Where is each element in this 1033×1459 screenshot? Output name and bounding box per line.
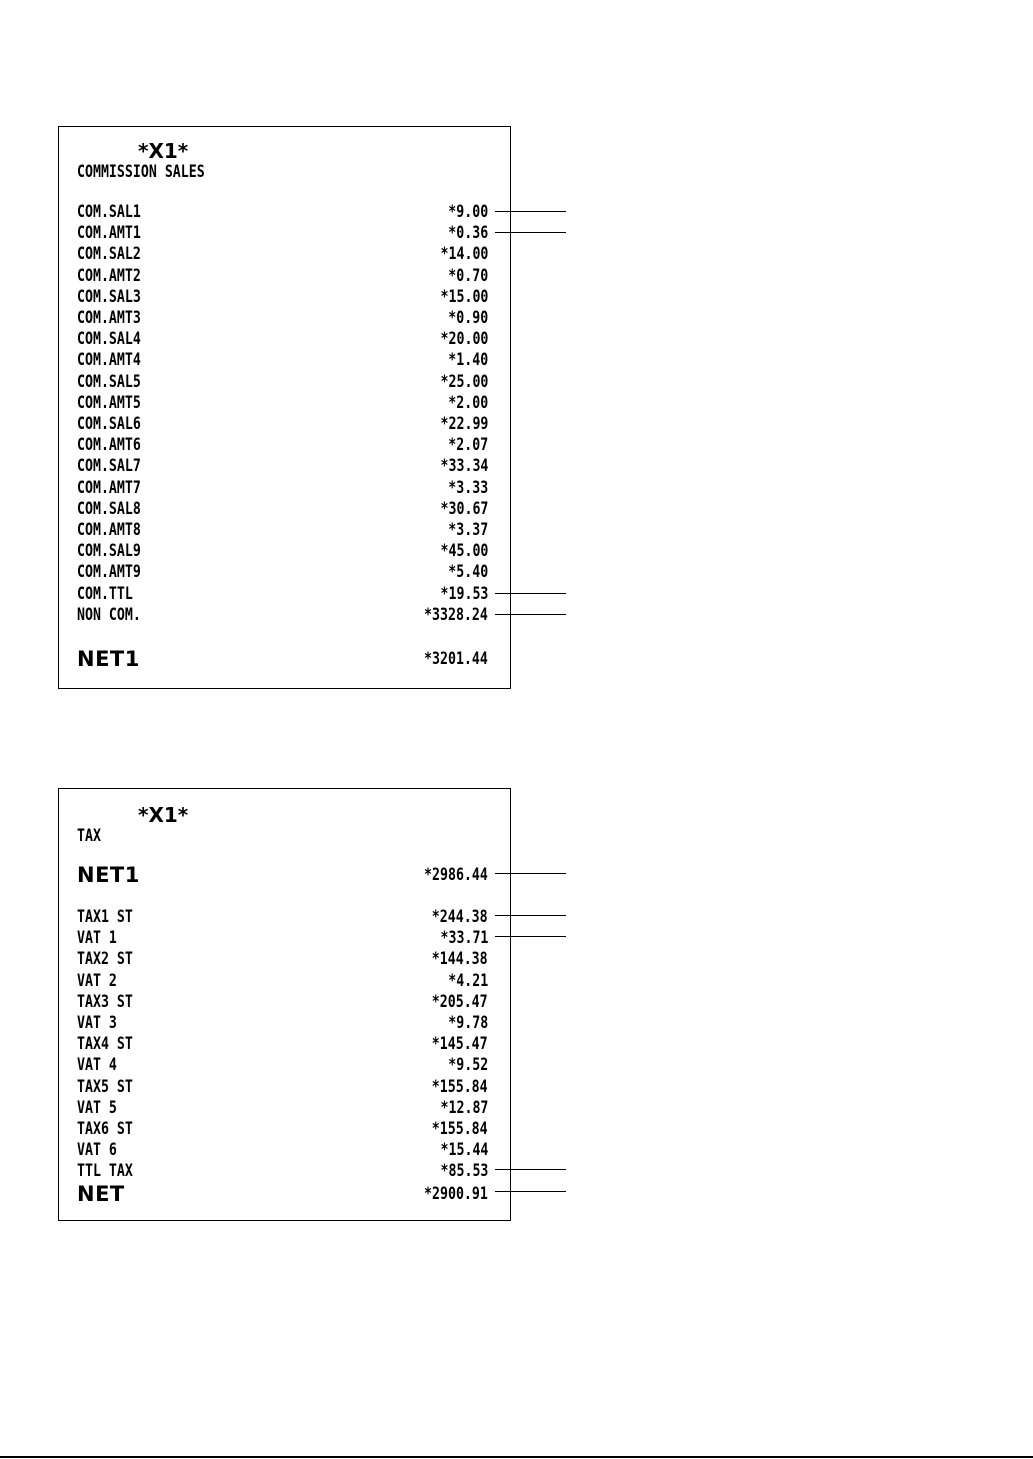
receipt-line <box>77 520 488 541</box>
callout-line-com-ttl <box>495 593 566 594</box>
receipt-line <box>77 287 488 308</box>
line-value: *22.99 <box>440 414 488 434</box>
line-value: *155.84 <box>432 1119 488 1139</box>
line-label: VAT 2 <box>77 970 117 991</box>
line-label: TAX5 ST <box>77 1076 133 1097</box>
line-value: *9.52 <box>448 1055 488 1076</box>
receipt-line <box>77 350 488 371</box>
line-label: TAX2 ST <box>77 949 133 970</box>
line-value: *145.47 <box>432 1034 488 1055</box>
line-value: *19.53 <box>440 583 488 604</box>
line-label: TAX3 ST <box>77 991 133 1012</box>
receipt-line <box>77 435 488 456</box>
receipt-line <box>77 541 488 562</box>
callout-line-vat1 <box>495 936 566 937</box>
line-value: *205.47 <box>432 991 488 1012</box>
line-value: *33.34 <box>440 456 488 477</box>
receipt-line <box>77 971 488 992</box>
net1-label: NET1 <box>77 647 140 671</box>
line-label: COM.SAL7 <box>77 456 141 477</box>
line-label: TAX1 ST <box>77 907 133 927</box>
net-total-row <box>77 1184 488 1205</box>
line-value: *33.71 <box>440 928 488 949</box>
line-value: *9.00 <box>448 202 488 222</box>
line-label: COM.AMT4 <box>77 350 141 371</box>
receipt-line <box>77 1119 488 1140</box>
line-label: COM.AMT5 <box>77 392 141 413</box>
line-label: COM.AMT6 <box>77 435 141 456</box>
line-label: COM.SAL1 <box>77 202 141 222</box>
line-label: VAT 3 <box>77 1013 117 1033</box>
report-title: COMMISSION SALES <box>77 162 205 182</box>
receipt-line <box>77 949 488 970</box>
receipt-line <box>77 329 488 350</box>
receipt-line <box>77 478 488 499</box>
receipt-line <box>77 1098 488 1119</box>
line-label: COM.SAL4 <box>77 329 141 350</box>
receipt-line <box>77 202 488 223</box>
net1-value: *2986.44 <box>424 865 488 885</box>
receipt-line <box>77 414 488 435</box>
line-value: *0.90 <box>448 308 488 328</box>
line-label: COM.AMT3 <box>77 308 141 328</box>
receipt-line <box>77 605 488 626</box>
net1-label: NET1 <box>77 863 140 887</box>
line-value: *3.33 <box>448 477 488 498</box>
line-label: COM.AMT2 <box>77 265 141 286</box>
receipt-line <box>77 308 488 329</box>
line-value: *12.87 <box>440 1097 488 1118</box>
receipt-line <box>77 1140 488 1161</box>
line-value: *30.67 <box>440 498 488 519</box>
line-value: *20.00 <box>440 329 488 350</box>
report-title: TAX <box>77 826 101 846</box>
net1-total-row <box>77 649 488 670</box>
net-label: NET <box>77 1182 125 1206</box>
receipt-line <box>77 928 488 949</box>
line-label: TAX6 ST <box>77 1119 133 1139</box>
report-header: *X1* <box>138 139 189 163</box>
line-label: COM.SAL8 <box>77 498 141 519</box>
line-value: *14.00 <box>440 244 488 265</box>
line-value: *85.53 <box>440 1161 488 1182</box>
line-label: TAX4 ST <box>77 1034 133 1055</box>
line-label: VAT 5 <box>77 1097 117 1118</box>
callout-line-ttl-tax <box>495 1169 566 1170</box>
line-value: *25.00 <box>440 371 488 392</box>
line-label: COM.SAL9 <box>77 541 141 562</box>
line-label: TTL TAX <box>77 1161 133 1182</box>
callout-line-non-com <box>495 614 566 615</box>
tax-receipt <box>58 788 511 1221</box>
callout-line-com-amt1 <box>495 232 566 233</box>
line-value: *45.00 <box>440 541 488 562</box>
callout-line-tax1-st <box>495 915 566 916</box>
line-value: *4.21 <box>448 970 488 991</box>
line-label: COM.SAL2 <box>77 244 141 265</box>
receipt-line <box>77 1077 488 1098</box>
receipt-line <box>77 562 488 583</box>
line-value: *1.40 <box>448 350 488 371</box>
net1-row <box>77 865 488 886</box>
net1-value: *3201.44 <box>424 649 488 669</box>
commission-sales-receipt <box>58 126 511 689</box>
line-label: COM.SAL5 <box>77 371 141 392</box>
receipt-line <box>77 1034 488 1055</box>
receipt-line <box>77 372 488 393</box>
receipt-line <box>77 223 488 244</box>
line-label: COM.AMT7 <box>77 477 141 498</box>
line-value: *9.78 <box>448 1013 488 1033</box>
line-value: *244.38 <box>432 907 488 927</box>
receipt-line <box>77 1013 488 1034</box>
line-label: NON COM. <box>77 604 141 625</box>
callout-line-net1 <box>495 873 566 874</box>
net-value: *2900.91 <box>424 1184 488 1204</box>
line-label: COM.AMT9 <box>77 562 141 583</box>
callout-line-com-sal1 <box>495 211 566 212</box>
line-value: *0.36 <box>448 223 488 244</box>
callout-line-net <box>495 1191 566 1192</box>
line-value: *2.07 <box>448 435 488 456</box>
line-value: *0.70 <box>448 265 488 286</box>
receipt-line <box>77 584 488 605</box>
line-label: VAT 4 <box>77 1055 117 1076</box>
page-bottom-rule <box>0 1456 1033 1458</box>
receipt-line <box>77 393 488 414</box>
line-value: *155.84 <box>432 1076 488 1097</box>
line-value: *144.38 <box>432 949 488 970</box>
receipt-line <box>77 1055 488 1076</box>
receipt-line <box>77 266 488 287</box>
line-label: VAT 6 <box>77 1140 117 1161</box>
line-label: COM.AMT1 <box>77 223 141 244</box>
line-label: COM.SAL6 <box>77 414 141 434</box>
receipt-line <box>77 907 488 928</box>
report-header: *X1* <box>138 803 189 827</box>
receipt-line <box>77 456 488 477</box>
receipt-line <box>77 992 488 1013</box>
line-label: COM.SAL3 <box>77 286 141 307</box>
line-value: *3.37 <box>448 520 488 540</box>
line-label: COM.AMT8 <box>77 520 141 540</box>
line-value: *2.00 <box>448 392 488 413</box>
line-value: *5.40 <box>448 562 488 583</box>
receipt-line <box>77 1161 488 1182</box>
line-label: COM.TTL <box>77 583 133 604</box>
line-label: VAT 1 <box>77 928 117 949</box>
receipt-line <box>77 499 488 520</box>
receipt-line <box>77 244 488 265</box>
line-value: *3328.24 <box>424 604 488 625</box>
line-value: *15.00 <box>440 286 488 307</box>
line-value: *15.44 <box>440 1140 488 1161</box>
